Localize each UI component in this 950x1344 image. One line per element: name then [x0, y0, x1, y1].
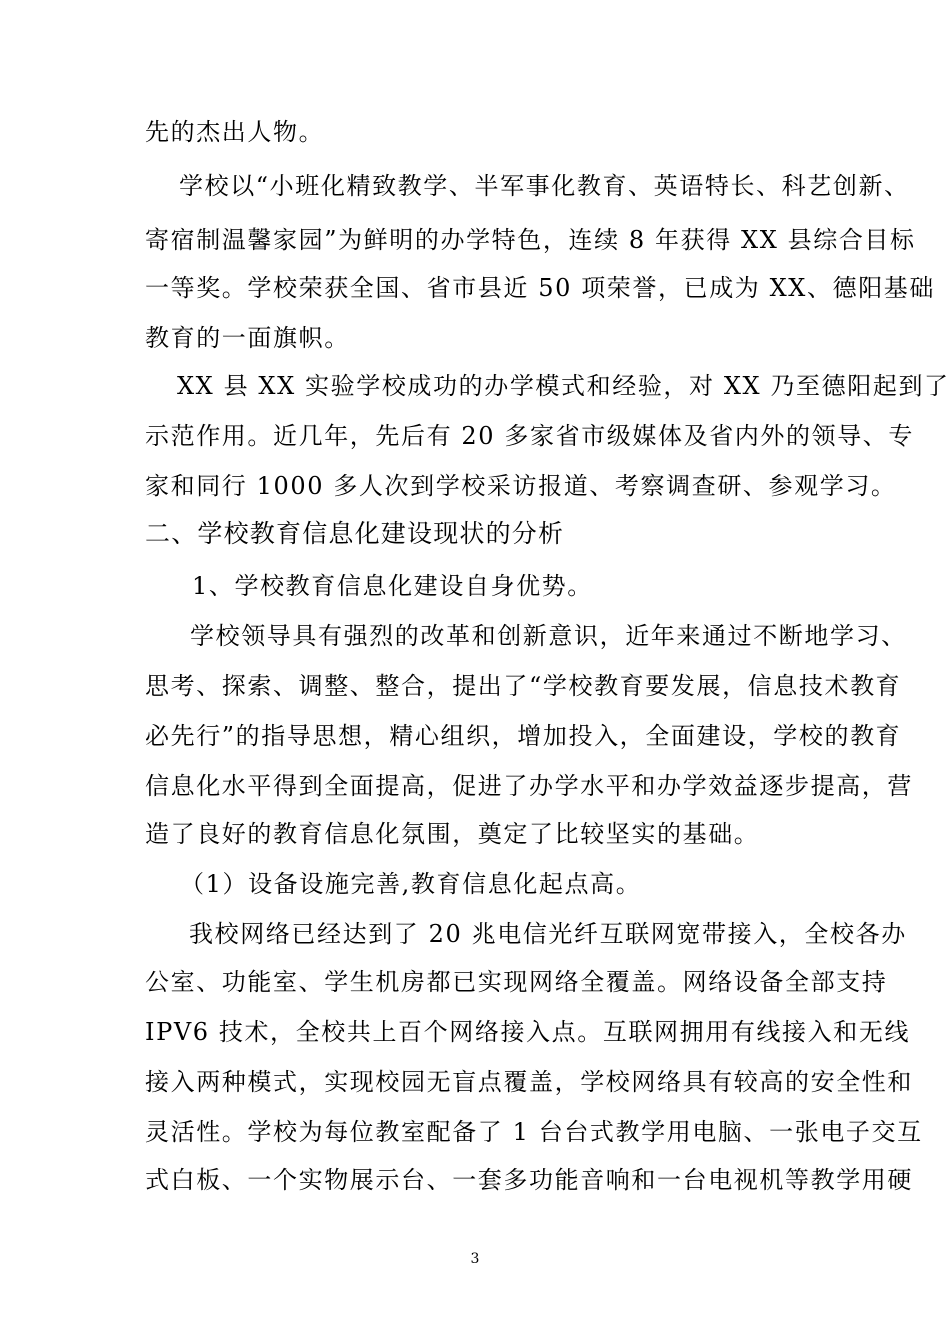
text-line: 必先行”的指导思想，精心组织，增加投入，全面建设，学校的教育: [145, 722, 902, 750]
text-line: 家和同行 1000 多人次到学校采访报道、考察调查研、参观学习。: [145, 472, 897, 500]
text-line: 我校网络已经达到了 20 兆电信光纤互联网宽带接入，全校各办: [189, 920, 907, 948]
item-heading: （1）设备设施完善,教育信息化起点高。: [180, 870, 642, 898]
text-line: 学校以“小班化精致教学、半军事化教育、英语特长、科艺创新、: [179, 172, 910, 200]
text-line: 先的杰出人物。: [145, 118, 325, 146]
section-heading: 二、学校教育信息化建设现状的分析: [145, 519, 565, 548]
subsection-heading: 1、学校教育信息化建设自身优势。: [192, 572, 593, 600]
text-line: 教育的一面旗帜。: [145, 324, 350, 352]
text-line: 寄宿制温馨家园”为鲜明的办学特色，连续 8 年获得 XX 县综合目标: [145, 226, 916, 254]
text-line: 灵活性。学校为每位教室配备了 1 台台式教学用电脑、一张电子交互: [145, 1118, 923, 1146]
text-line: 式白板、一个实物展示台、一套多功能音响和一台电视机等教学用硬: [145, 1166, 913, 1194]
text-line: 示范作用。近几年，先后有 20 多家省市级媒体及省内外的领导、专: [145, 422, 914, 450]
text-line: XX 县 XX 实验学校成功的办学模式和经验，对 XX 乃至德阳起到了: [177, 372, 950, 400]
text-line: IPV6 技术，全校共上百个网络接入点。互联网拥用有线接入和无线: [145, 1018, 911, 1046]
text-line: 一等奖。学校荣获全国、省市县近 50 项荣誉，已成为 XX、德阳基础: [145, 274, 935, 302]
text-line: 信息化水平得到全面提高，促进了办学水平和办学效益逐步提高，营: [145, 772, 913, 800]
text-line: 造了良好的教育信息化氛围，奠定了比较坚实的基础。: [145, 820, 760, 848]
text-line: 公室、功能室、学生机房都已实现网络全覆盖。网络设备全部支持: [145, 968, 888, 996]
text-line: 思考、探索、调整、整合，提出了“学校教育要发展，信息技术教育: [145, 672, 902, 700]
text-line: 接入两种模式，实现校园无盲点覆盖，学校网络具有较高的安全性和: [145, 1068, 913, 1096]
page-number: 3: [470, 1251, 480, 1267]
text-line: 学校领导具有强烈的改革和创新意识，近年来通过不断地学习、: [190, 622, 907, 650]
